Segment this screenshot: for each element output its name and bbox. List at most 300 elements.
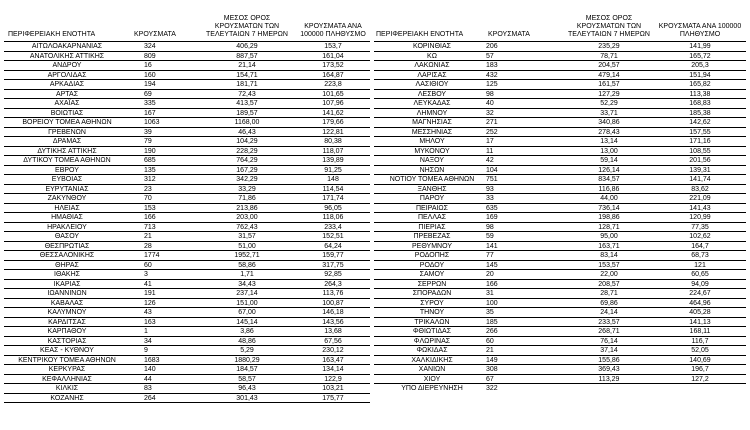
cell-cases: 31	[486, 290, 494, 297]
table-row	[374, 175, 746, 185]
cell-cases: 79	[144, 138, 152, 145]
cell-avg7: 736,14	[598, 204, 620, 212]
cell-cases: 432	[486, 71, 498, 79]
table-row	[374, 90, 746, 100]
cell-cases: 149	[486, 356, 498, 364]
cell-avg7: 13,14	[600, 138, 618, 145]
table-row	[4, 61, 370, 71]
cell-cases: 169	[486, 214, 498, 221]
table-row	[374, 318, 746, 328]
cell-avg7: 762,43	[236, 223, 258, 231]
table-row	[4, 356, 370, 366]
cell-cases: 635	[486, 204, 498, 212]
cell-cases: 20	[486, 271, 494, 278]
cell-avg7: 96,43	[238, 385, 256, 392]
cell-avg7: 104,29	[236, 138, 258, 145]
table-row	[4, 52, 370, 62]
cell-per100k: 121	[694, 261, 706, 269]
cell-per100k: 141,43	[689, 204, 711, 212]
cell-per100k: 102,62	[689, 233, 711, 240]
cell-cases: 194	[144, 81, 156, 88]
cell-region: ΔΥΤΙΚΗΣ ΑΤΤΙΚΗΣ	[37, 147, 97, 155]
right-table	[374, 4, 746, 394]
cell-cases: 104	[486, 166, 498, 174]
cell-avg7: 369,43	[598, 366, 620, 373]
header-per100k: ΚΡΟΥΣΜΑΤΑ ΑΝΑ 100000 ΠΛΗΘΥΣΜΟ	[658, 23, 742, 38]
cell-per100k: 80,38	[324, 138, 342, 145]
cell-per100k: 165,72	[689, 52, 711, 60]
cell-per100k: 67,56	[324, 337, 342, 345]
cell-cases: 141	[486, 242, 498, 250]
table-row	[4, 346, 370, 356]
cell-region: ΙΚΑΡΙΑΣ	[53, 280, 81, 288]
cell-per100k: 139,89	[322, 157, 344, 164]
table-row	[4, 166, 370, 176]
cell-avg7: 233,57	[598, 318, 620, 326]
cell-region: ΛΑΡΙΣΑΣ	[417, 71, 447, 79]
table-row	[4, 308, 370, 318]
table-row	[4, 365, 370, 375]
cell-cases: 140	[144, 366, 156, 373]
table-row	[4, 261, 370, 271]
cell-region: ΗΛΕΙΑΣ	[54, 204, 80, 212]
cell-avg7: 834,57	[598, 176, 620, 183]
header-cases: ΚΡΟΥΣΜΑΤΑ	[488, 31, 530, 38]
cell-avg7: 301,43	[236, 394, 258, 402]
cell-avg7: 203,00	[236, 214, 258, 221]
cell-region: ΚΑΛΥΜΝΟΥ	[47, 309, 87, 316]
cell-per100k: 140,69	[689, 356, 711, 364]
cell-avg7: 37,14	[600, 347, 618, 354]
cell-avg7: 33,29	[238, 185, 256, 193]
table-row	[374, 156, 746, 166]
header-region: ΠΕΡΙΦΕΡΕΙΑΚΗ ΕΝΟΤΗΤΑ	[8, 31, 96, 38]
cell-cases: 69	[144, 90, 152, 98]
cell-per100k: 94,09	[691, 280, 709, 288]
cell-per100k: 113,76	[322, 290, 344, 297]
cell-avg7: 126,14	[598, 166, 620, 174]
cell-per100k: 52,05	[691, 347, 709, 354]
cell-region: ΧΙΟΥ	[423, 375, 441, 383]
cell-avg7: 154,71	[236, 71, 258, 79]
table-row	[4, 42, 370, 52]
cell-avg7: 167,29	[236, 166, 258, 174]
cell-avg7: 24,14	[600, 309, 618, 316]
table-row	[4, 80, 370, 90]
cell-per100k: 159,77	[322, 252, 344, 259]
cell-per100k: 164,7	[691, 242, 709, 250]
left-rows	[4, 42, 370, 403]
cell-avg7: 764,29	[236, 157, 258, 164]
cell-cases: 713	[144, 223, 156, 231]
cell-region: ΗΡΑΚΛΕΙΟΥ	[47, 223, 87, 231]
table-row	[4, 280, 370, 290]
cell-cases: 126	[144, 299, 156, 307]
cell-region: ΚΕΑΣ - ΚΥΘΝΟΥ	[40, 347, 94, 354]
cell-avg7: 46,43	[238, 128, 256, 136]
cell-avg7: 31,57	[238, 233, 256, 240]
cell-per100k: 101,65	[322, 90, 344, 98]
cell-per100k: 175,77	[322, 394, 344, 402]
cell-avg7: 128,71	[598, 223, 620, 231]
cell-avg7: 72,43	[238, 90, 256, 98]
cell-cases: 312	[144, 176, 156, 183]
table-row	[374, 147, 746, 157]
cell-region: ΕΥΒΟΙΑΣ	[51, 176, 83, 183]
table-row	[4, 299, 370, 309]
cell-region: ΜΕΣΣΗΝΙΑΣ	[411, 128, 453, 136]
cell-per100k: 464,96	[689, 299, 711, 307]
cell-region: ΛΑΣΙΘΙΟΥ	[415, 81, 449, 88]
cell-cases: 322	[486, 385, 498, 392]
cell-cases: 33	[486, 195, 494, 202]
cell-cases: 125	[486, 81, 498, 88]
cell-region: ΓΡΕΒΕΝΩΝ	[48, 128, 86, 136]
cell-cases: 100	[486, 299, 498, 307]
cell-per100k: 163,47	[322, 356, 344, 364]
cell-avg7: 58,57	[238, 375, 256, 383]
cell-region: ΘΕΣΣΑΛΟΝΙΚΗΣ	[39, 252, 95, 259]
cell-per100k: 122,9	[324, 375, 342, 383]
cell-cases: 43	[144, 309, 152, 316]
cell-per100k: 143,56	[322, 318, 344, 326]
cell-avg7: 342,29	[236, 176, 258, 183]
cell-avg7: 145,14	[236, 318, 258, 326]
cell-region: ΛΕΣΒΟΥ	[417, 90, 447, 98]
cell-cases: 42	[486, 157, 494, 164]
table-row	[4, 223, 370, 233]
table-row	[4, 194, 370, 204]
cell-cases: 166	[486, 280, 498, 288]
cell-avg7: 13,00	[600, 147, 618, 155]
cell-region: ΛΕΥΚΑΔΑΣ	[413, 100, 451, 107]
cell-region: ΤΗΝΟΥ	[419, 309, 445, 316]
table-row	[4, 204, 370, 214]
cell-cases: 190	[144, 147, 156, 155]
cell-per100k: 108,55	[689, 147, 711, 155]
cell-cases: 167	[144, 109, 156, 117]
cell-cases: 145	[486, 261, 498, 269]
table-row	[4, 175, 370, 185]
left-header-row	[4, 4, 370, 41]
cell-per100k: 264,3	[324, 280, 342, 288]
cell-cases: 166	[144, 214, 156, 221]
cell-region: ΚΑΒΑΛΑΣ	[50, 299, 84, 307]
cell-per100k: 77,35	[691, 223, 709, 231]
cell-region: ΑΡΤΑΣ	[55, 90, 79, 98]
table-row	[374, 384, 746, 394]
table-row	[4, 337, 370, 347]
cell-per100k: 157,55	[689, 128, 711, 136]
header-per100k: ΚΡΟΥΣΜΑΤΑ ΑΝΑ 100000 ΠΛΗΘΥΣΜΟ	[300, 23, 366, 38]
cell-region: ΚΑΡΠΑΘΟΥ	[47, 328, 87, 335]
cell-cases: 809	[144, 52, 156, 60]
cell-avg7: 21,14	[238, 62, 256, 69]
cell-cases: 98	[486, 90, 494, 98]
cell-avg7: 228,29	[236, 147, 258, 155]
cell-per100k: 100,87	[322, 299, 344, 307]
cell-per100k: 107,96	[322, 100, 344, 107]
cell-cases: 28	[144, 242, 152, 250]
cell-per100k: 68,73	[691, 252, 709, 259]
cell-per100k: 64,24	[324, 242, 342, 250]
table-row	[374, 232, 746, 242]
cell-per100k: 139,31	[689, 166, 711, 174]
table-row	[374, 137, 746, 147]
table-row	[4, 251, 370, 261]
cell-cases: 1	[144, 328, 148, 335]
cell-region: ΑΡΚΑΔΙΑΣ	[49, 81, 85, 88]
table-row	[4, 118, 370, 128]
cell-avg7: 204,57	[598, 62, 620, 69]
cell-cases: 153	[144, 204, 156, 212]
table-row	[374, 308, 746, 318]
cell-avg7: 184,57	[236, 366, 258, 373]
cell-cases: 70	[144, 195, 152, 202]
table-row	[374, 61, 746, 71]
cell-avg7: 34,43	[238, 280, 256, 288]
cell-region: ΔΡΑΜΑΣ	[52, 138, 82, 145]
cell-region: ΚΙΛΚΙΣ	[55, 385, 79, 392]
table-row	[4, 232, 370, 242]
cell-avg7: 479,14	[598, 71, 620, 79]
cell-per100k: 13,68	[324, 328, 342, 335]
cell-cases: 252	[486, 128, 498, 136]
cell-per100k: 142,62	[689, 119, 711, 126]
cell-region: ΑΝΑΤΟΛΙΚΗΣ ΑΤΤΙΚΗΣ	[29, 52, 105, 60]
cell-avg7: 161,57	[598, 81, 620, 88]
cell-region: ΚΑΡΔΙΤΣΑΣ	[48, 318, 86, 326]
cell-avg7: 151,00	[236, 299, 258, 307]
table-row	[4, 289, 370, 299]
cell-cases: 16	[144, 62, 152, 69]
cell-cases: 59	[486, 233, 494, 240]
cell-cases: 324	[144, 43, 156, 50]
cell-region: ΔΥΤΙΚΟΥ ΤΟΜΕΑ ΑΘΗΝΩΝ	[23, 157, 111, 164]
cell-region: ΤΡΙΚΑΛΩΝ	[414, 318, 450, 326]
table-row	[4, 156, 370, 166]
header-region: ΠΕΡΙΦΕΡΕΙΑΚΗ ΕΝΟΤΗΤΑ	[376, 31, 464, 38]
cell-region: ΠΡΕΒΕΖΑΣ	[413, 233, 451, 240]
cell-cases: 60	[144, 261, 152, 269]
cell-per100k: 165,82	[689, 81, 711, 88]
table-row	[4, 318, 370, 328]
cell-cases: 11	[486, 147, 494, 155]
cell-per100k: 127,2	[691, 375, 709, 383]
header-avg7: ΜΕΣΟΣ ΟΡΟΣ ΚΡΟΥΣΜΑΤΩΝ ΤΩΝ ΤΕΛΕΥΤΑΙΩΝ 7 ΗΜΕΡΩΝ	[568, 15, 650, 38]
cell-avg7: 76,14	[600, 337, 618, 345]
cell-avg7: 1880,29	[234, 356, 260, 364]
cell-region: ΙΩΑΝΝΙΝΩΝ	[47, 290, 87, 297]
cell-avg7: 155,86	[598, 356, 620, 364]
cell-per100k: 60,65	[691, 271, 709, 278]
cell-avg7: 78,71	[600, 52, 618, 60]
cell-cases: 266	[486, 328, 498, 335]
cell-cases: 77	[486, 252, 494, 259]
table-row	[4, 242, 370, 252]
cell-cases: 751	[486, 176, 498, 183]
cell-region: ΞΑΝΘΗΣ	[417, 185, 447, 193]
cell-per100k: 141,62	[322, 109, 344, 117]
cell-region: ΑΡΓΟΛΙΔΑΣ	[47, 71, 87, 79]
table-row	[4, 99, 370, 109]
cell-cases: 271	[486, 119, 498, 126]
cell-cases: 60	[486, 337, 494, 345]
table-row	[374, 346, 746, 356]
cell-cases: 32	[486, 109, 494, 117]
cell-per100k: 205,3	[691, 62, 709, 69]
cell-per100k: 83,62	[691, 185, 709, 193]
cell-region: ΑΝΔΡΟΥ	[52, 62, 82, 69]
table-row	[374, 194, 746, 204]
cell-region: ΠΕΙΡΑΙΩΣ	[416, 204, 448, 212]
table-row	[374, 337, 746, 347]
cell-region: ΚΟΖΑΝΗΣ	[50, 394, 84, 402]
cell-cases: 1063	[144, 119, 160, 126]
cell-per100k: 171,74	[322, 195, 344, 202]
table-row	[374, 71, 746, 81]
cell-cases: 3	[144, 271, 148, 278]
cell-region: ΚΕΦΑΛΛΗΝΙΑΣ	[42, 375, 92, 383]
header-cases: ΚΡΟΥΣΜΑΤΑ	[134, 31, 176, 38]
table-row	[374, 213, 746, 223]
cell-region: ΦΛΩΡΙΝΑΣ	[413, 337, 451, 345]
cell-region: ΘΕΣΠΡΩΤΙΑΣ	[44, 242, 90, 250]
table-row	[374, 204, 746, 214]
cell-cases: 191	[144, 290, 156, 297]
table-row	[4, 185, 370, 195]
table-row	[4, 270, 370, 280]
table-row	[4, 394, 370, 404]
cell-region: ΚΟΡΙΝΘΙΑΣ	[413, 43, 451, 50]
cell-region: ΡΟΔΟΠΗΣ	[414, 252, 450, 259]
cell-avg7: 95,00	[600, 233, 618, 240]
cell-per100k: 161,04	[322, 52, 344, 60]
table-row	[374, 223, 746, 233]
table-row	[374, 128, 746, 138]
cell-avg7: 116,86	[598, 185, 620, 193]
cell-region: ΒΟΡΕΙΟΥ ΤΟΜΕΑ ΑΘΗΝΩΝ	[22, 119, 112, 126]
cell-cases: 21	[144, 233, 152, 240]
cell-cases: 135	[144, 166, 156, 174]
cell-per100k: 92,85	[324, 271, 342, 278]
cell-region: ΡΟΔΟΥ	[419, 261, 445, 269]
cell-cases: 206	[486, 43, 498, 50]
cell-per100k: 141,74	[689, 176, 711, 183]
cell-region: ΣΕΡΡΩΝ	[417, 280, 447, 288]
cell-per100k: 223,8	[324, 81, 342, 88]
cell-avg7: 33,71	[600, 109, 618, 117]
table-row	[4, 375, 370, 385]
cell-cases: 685	[144, 157, 156, 164]
cell-cases: 9	[144, 347, 148, 354]
right-header-row	[374, 4, 746, 41]
cell-region: ΛΑΚΩΝΙΑΣ	[414, 62, 450, 69]
cell-cases: 93	[486, 185, 494, 193]
cell-per100k: 233,4	[324, 223, 342, 231]
cell-avg7: 83,14	[600, 252, 618, 259]
cell-avg7: 163,71	[598, 242, 620, 250]
cell-avg7: 153,57	[598, 261, 620, 269]
cell-per100k: 171,16	[689, 138, 711, 145]
cell-avg7: 67,00	[238, 309, 256, 316]
cell-cases: 83	[144, 385, 152, 392]
table-row	[374, 99, 746, 109]
cell-avg7: 413,57	[236, 100, 258, 107]
cell-region: ΠΑΡΟΥ	[419, 195, 445, 202]
cell-region: ΠΙΕΡΙΑΣ	[418, 223, 446, 231]
cell-per100k: 224,67	[689, 290, 711, 297]
cell-cases: 264	[144, 394, 156, 402]
cell-per100k: 91,25	[324, 166, 342, 174]
cell-region: ΒΟΙΩΤΙΑΣ	[50, 109, 84, 117]
table-row	[374, 289, 746, 299]
cell-avg7: 1168,00	[234, 119, 260, 126]
table-row	[374, 270, 746, 280]
cell-avg7: 44,00	[600, 195, 618, 202]
table-row	[4, 327, 370, 337]
cell-avg7: 1952,71	[234, 252, 260, 259]
cell-avg7: 51,00	[238, 242, 256, 250]
cell-cases: 335	[144, 100, 156, 107]
table-row	[374, 251, 746, 261]
cell-region: ΜΑΓΝΗΣΙΑΣ	[412, 119, 452, 126]
cell-avg7: 340,86	[598, 119, 620, 126]
cell-avg7: 22,00	[600, 271, 618, 278]
cell-per100k: 152,51	[322, 233, 344, 240]
cell-cases: 41	[144, 280, 152, 288]
cell-cases: 23	[144, 185, 152, 193]
cell-region: ΑΙΤΩΛΟΑΚΑΡΝΑΝΙΑΣ	[31, 43, 103, 50]
table-row	[374, 109, 746, 119]
cell-region: ΜΗΛΟΥ	[419, 138, 445, 145]
cell-avg7: 208,57	[598, 280, 620, 288]
cell-avg7: 113,29	[598, 375, 620, 383]
cell-region: ΛΗΜΝΟΥ	[416, 109, 448, 117]
cell-per100k: 120,99	[689, 214, 711, 221]
cell-per100k: 148	[327, 176, 339, 183]
cell-region: ΦΩΚΙΔΑΣ	[416, 347, 448, 354]
cell-region: ΡΕΘΥΜΝΟΥ	[411, 242, 452, 250]
table-row	[4, 147, 370, 157]
cell-avg7: 235,29	[598, 43, 620, 50]
cell-region: ΘΗΡΑΣ	[55, 261, 79, 269]
cell-region: ΣΠΟΡΑΔΩΝ	[412, 290, 452, 297]
cell-per100k: 118,07	[322, 147, 344, 155]
cell-per100k: 164,87	[322, 71, 344, 79]
cell-avg7: 181,71	[236, 81, 258, 88]
cell-avg7: 58,86	[238, 261, 256, 269]
table-row	[374, 356, 746, 366]
cell-per100k: 173,52	[322, 62, 344, 69]
cell-cases: 67	[486, 375, 494, 383]
cell-region: ΠΕΛΛΑΣ	[417, 214, 447, 221]
table-row	[374, 375, 746, 385]
cell-avg7: 198,86	[598, 214, 620, 221]
table-row	[374, 365, 746, 375]
cell-cases: 39	[144, 128, 152, 136]
cell-region: ΚΕΝΤΡΙΚΟΥ ΤΟΜΕΑ ΑΘΗΝΩΝ	[18, 356, 116, 364]
cell-avg7: 189,57	[236, 109, 258, 117]
cell-avg7: 213,86	[236, 204, 258, 212]
cell-cases: 163	[144, 318, 156, 326]
cell-avg7: 71,86	[238, 195, 256, 202]
table-row	[4, 90, 370, 100]
cell-per100k: 230,12	[322, 347, 344, 354]
cell-region: ΙΘΑΚΗΣ	[54, 271, 80, 278]
cell-cases: 308	[486, 366, 498, 373]
cell-per100k: 141,99	[689, 43, 711, 50]
